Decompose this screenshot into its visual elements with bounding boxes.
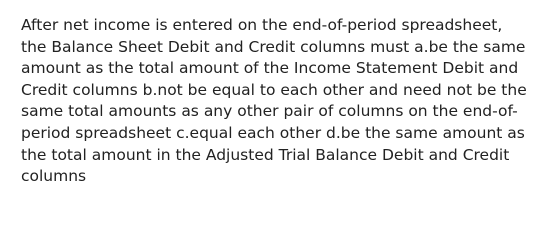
question-line: Credit columns b.not be equal to each other and need not be the bbox=[21, 80, 527, 99]
question-line: the total amount in the Adjusted Trial Balance Debit and Credit bbox=[21, 145, 510, 164]
question-line: the Balance Sheet Debit and Credit columns must a.be the same bbox=[21, 37, 526, 56]
question-line: columns bbox=[21, 167, 87, 186]
question-line: After net income is entered on the end-of-period spreadsheet, bbox=[21, 16, 503, 34]
question-line: same total amounts as any other pair of columns on the end-of- bbox=[21, 102, 518, 121]
question-line: amount as the total amount of the Income Statement Debit and bbox=[21, 59, 519, 78]
question-line: period spreadsheet c.equal each other d.be the same amount as bbox=[21, 123, 525, 142]
question-text bbox=[21, 15, 551, 188]
